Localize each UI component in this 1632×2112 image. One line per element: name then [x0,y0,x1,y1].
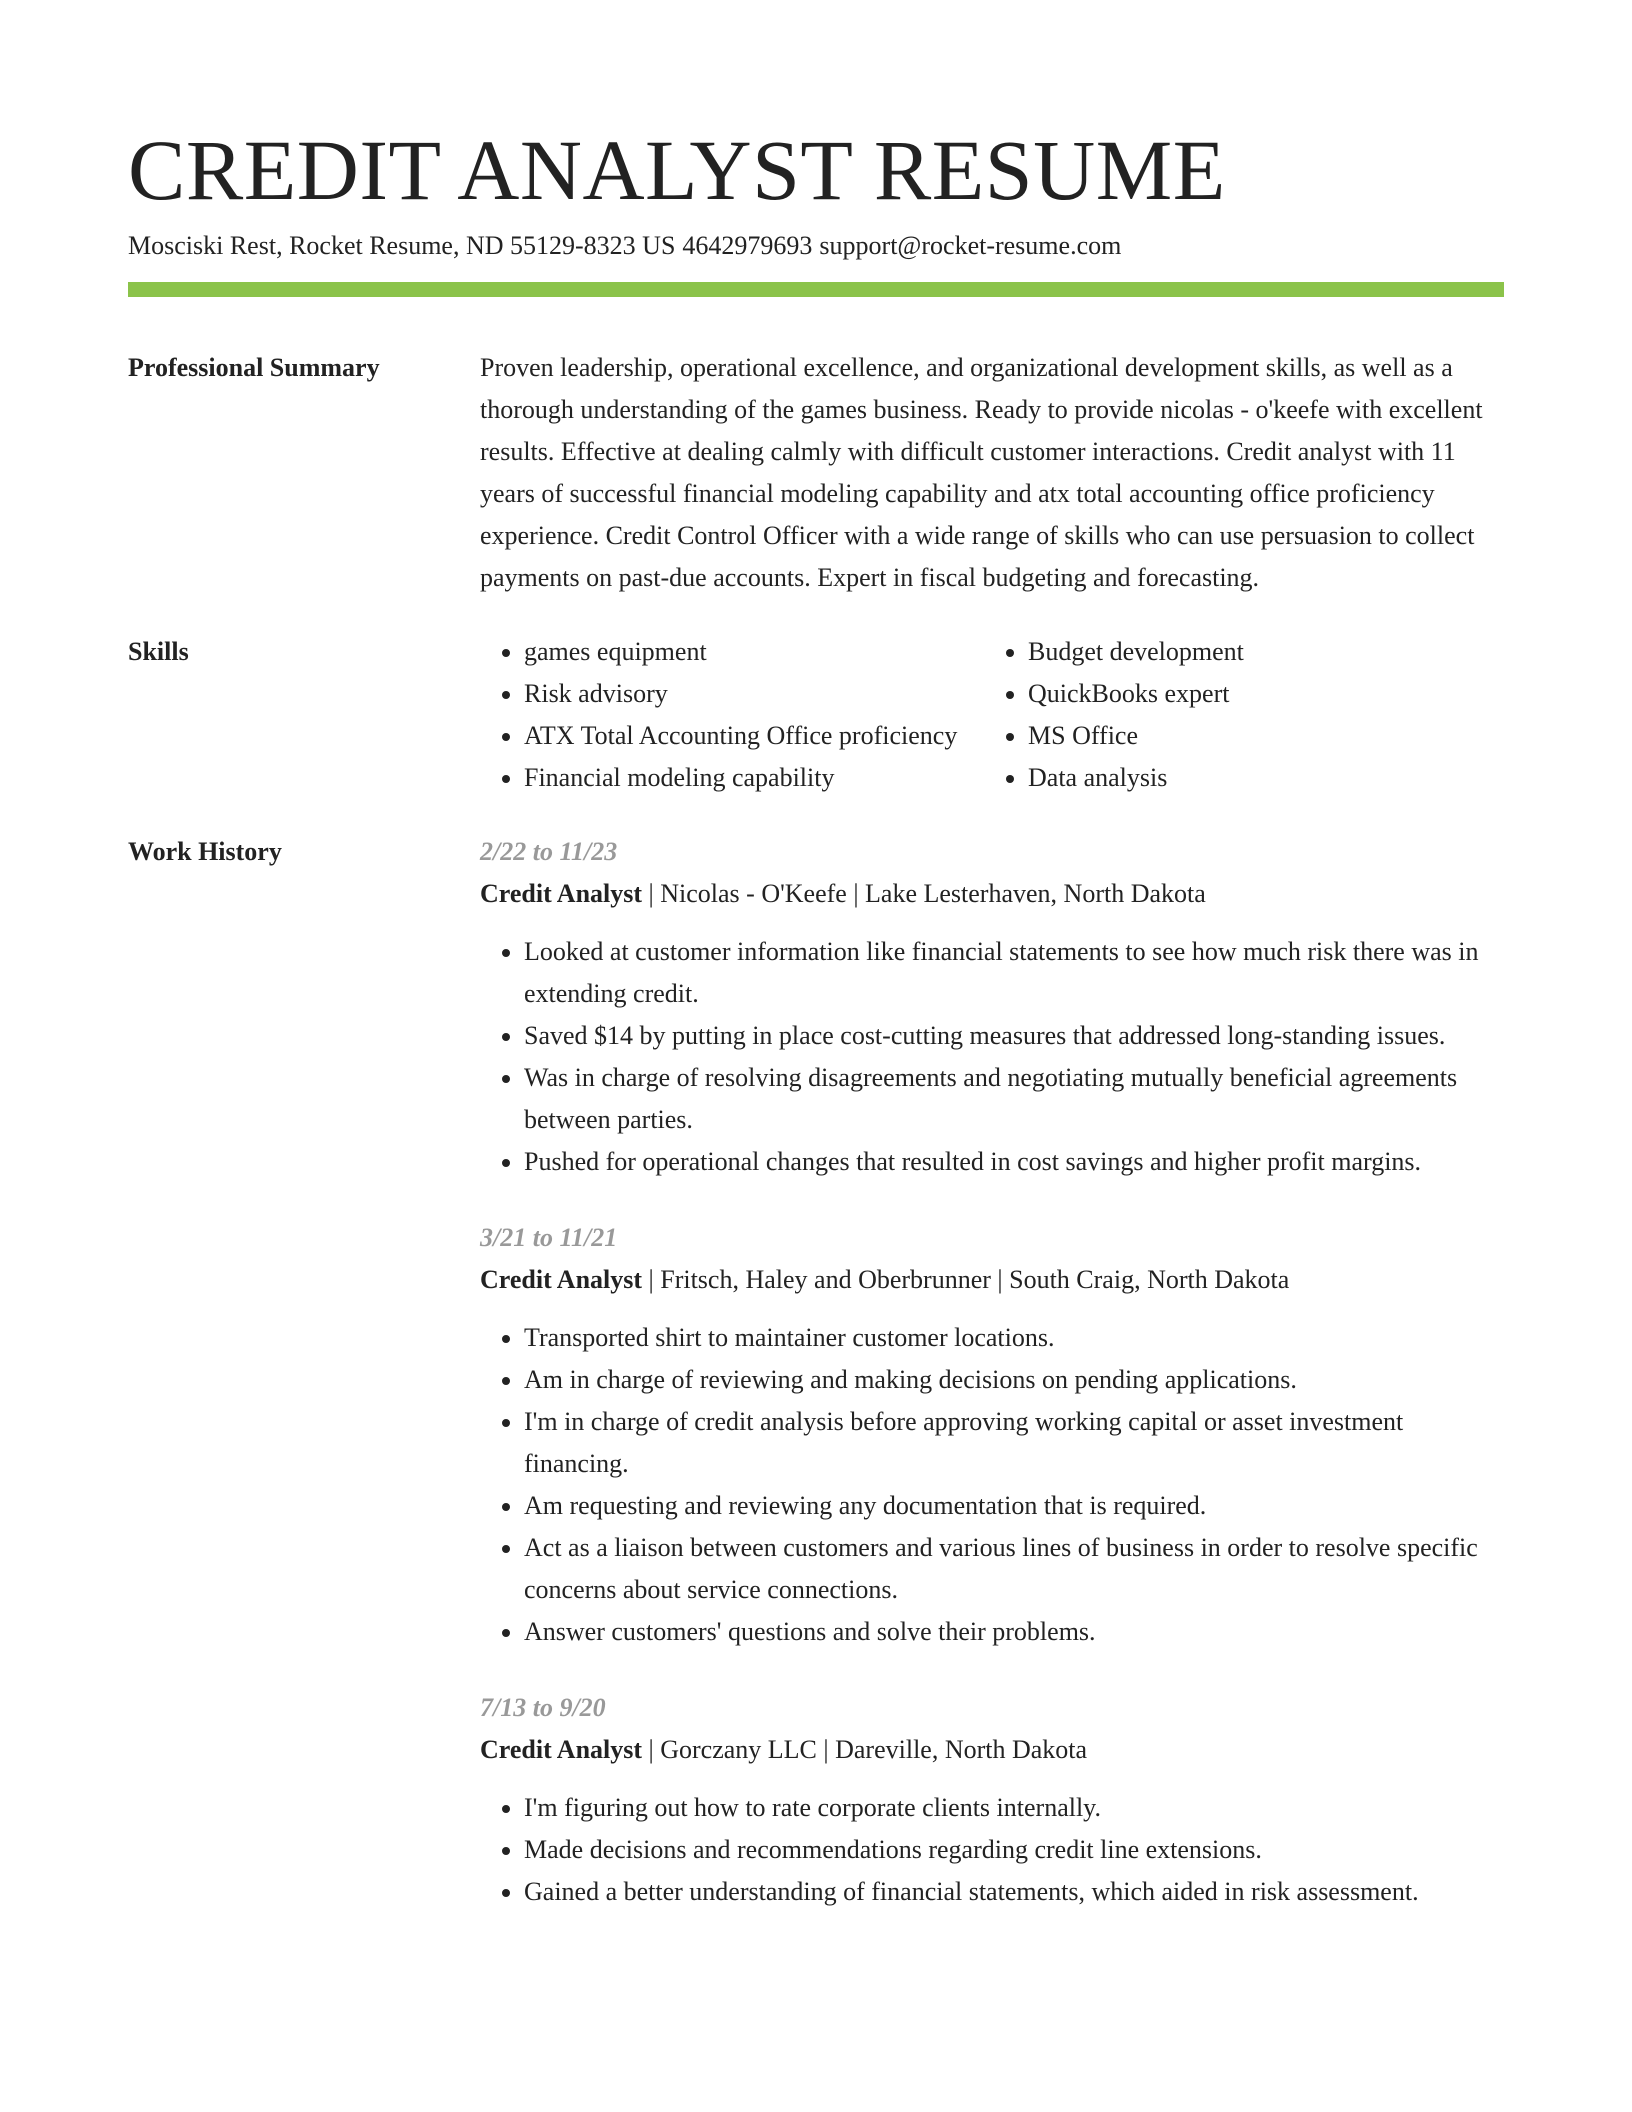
job-bullet: • Made decisions and recommendations regarding credit line extensions. [524,1829,1504,1871]
job-header [480,1259,1504,1301]
job-bullet: • Was in charge of resolving disagreements and negotiating mutually beneficial agreements between parties. [524,1057,1504,1141]
skill-item: • Financial modeling capability [524,757,984,799]
job-header [480,1729,1504,1771]
summary-section [128,347,1504,599]
skills-heading: Skills [128,637,189,666]
job-dates: 7/13 to 9/20 [480,1693,606,1722]
job-details: | Gorczany LLC | Dareville, North Dakota [642,1735,1088,1764]
job-details: | Nicolas - O'Keefe | Lake Lesterhaven, North Dakota [642,879,1206,908]
job-header [480,873,1504,915]
job-bullets [480,931,1504,1183]
job-bullet: • I'm in charge of credit analysis before approving working capital or asset investment financing. [524,1401,1504,1485]
skill-item: • ATX Total Accounting Office proficiency [524,715,984,757]
skill-item: • Budget development [1028,631,1528,673]
contact-email: support@rocket-resume.com [819,231,1122,260]
job-bullet: • I'm figuring out how to rate corporate clients internally. [524,1787,1504,1829]
skill-item: • Data analysis [1028,757,1528,799]
skill-item: • MS Office [1028,715,1528,757]
job-entry [480,1217,1504,1653]
summary-body [480,347,1504,599]
skills-section [128,631,1504,799]
resume-title: CREDIT ANALYST RESUME [128,122,1226,218]
contact-address: Mosciski Rest, Rocket Resume, ND 55129-8323 US [128,231,676,260]
skill-item: • Risk advisory [524,673,984,715]
job-bullet: • Looked at customer information like financial statements to see how much risk there was in extending credit. [524,931,1504,1015]
skills-column-a [480,631,984,799]
contact-phone: 4642979693 [682,231,813,260]
work-history-heading: Work History [128,837,282,866]
job-bullet: • Act as a liaison between customers and various lines of business in order to resolve specific concerns about service connections. [524,1527,1504,1611]
skills-body [480,631,1528,799]
job-role: Credit Analyst [480,879,643,908]
job-bullet: • Am requesting and reviewing any documentation that is required. [524,1485,1504,1527]
job-bullet: • Gained a better understanding of financial statements, which aided in risk assessment. [524,1871,1504,1913]
job-bullets [480,1317,1504,1653]
skill-item: • QuickBooks expert [1028,673,1528,715]
job-entry [480,831,1504,1183]
contact-line [128,228,1504,264]
work-history-section [128,831,1504,1913]
skills-columns [480,631,1528,799]
job-bullet: • Answer customers' questions and solve their problems. [524,1611,1504,1653]
skills-column-b [984,631,1528,799]
job-details: | Fritsch, Haley and Oberbrunner | South Craig, North Dakota [642,1265,1290,1294]
summary-text: Proven leadership, operational excellence, and organizational development skills, as well as a thorough understanding of the games business. Ready to provide nicolas - o'keefe with excellent results. Effective at dealing calmly with difficult customer interactions. Credit analyst with 11 years of successful financial modeling capability and atx total accounting office proficiency experience. Credit Control Officer with a wide range of skills who can use persuasion to collect payments on past-due accounts. Expert in fiscal budgeting and forecasting. [480,353,1483,592]
job-role: Credit Analyst [480,1735,643,1764]
work-history-body [480,831,1504,1913]
job-bullet: • Transported shirt to maintainer customer locations. [524,1317,1504,1359]
job-entry [480,1687,1504,1913]
job-bullet: • Pushed for operational changes that resulted in cost savings and higher profit margins. [524,1141,1504,1183]
job-dates: 3/21 to 11/21 [480,1223,618,1252]
job-bullet: • Am in charge of reviewing and making decisions on pending applications. [524,1359,1504,1401]
header-divider [128,282,1504,297]
resume-page [128,120,1504,1913]
job-dates: 2/22 to 11/23 [480,837,618,866]
summary-heading: Professional Summary [128,353,380,382]
job-bullets [480,1787,1504,1913]
skill-item: • games equipment [524,631,984,673]
job-bullet: • Saved $14 by putting in place cost-cutting measures that addressed long-standing issues. [524,1015,1504,1057]
job-role: Credit Analyst [480,1265,643,1294]
